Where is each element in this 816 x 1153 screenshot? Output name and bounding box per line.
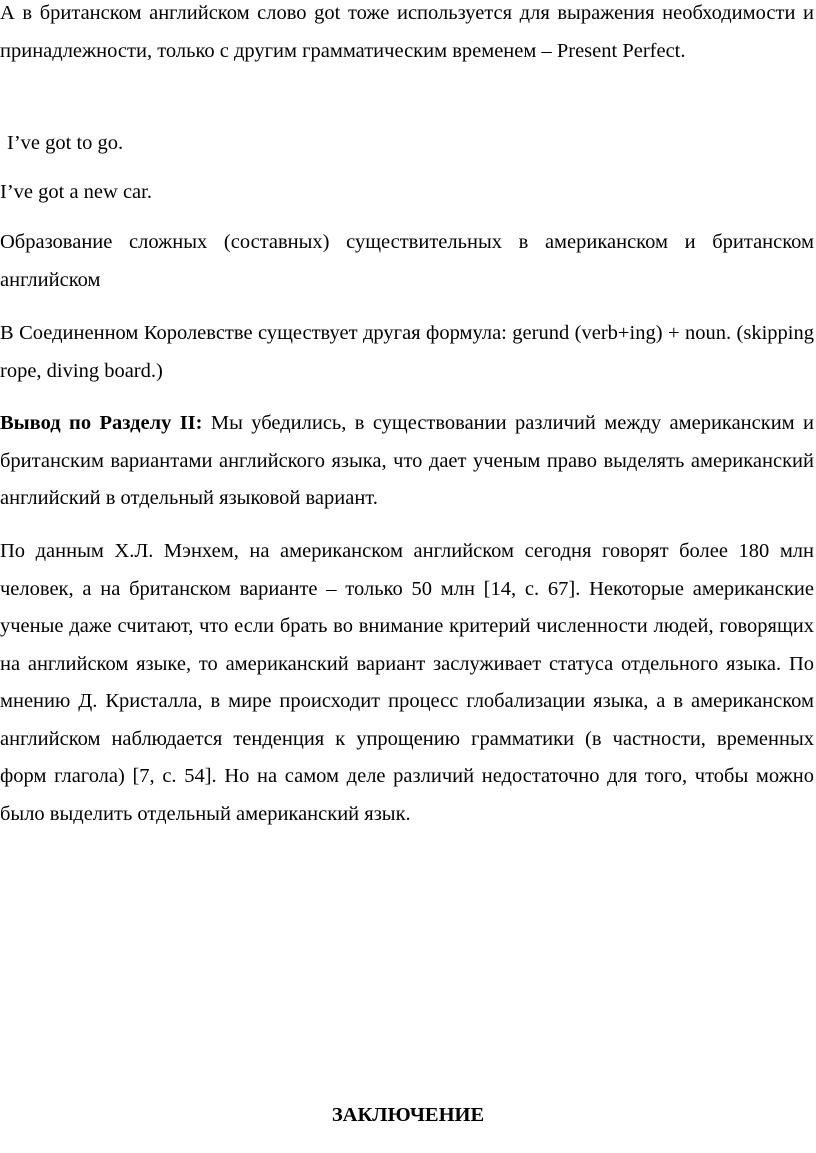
paragraph-section-conclusion [0, 405, 814, 518]
paragraph-got-british: А в британском английском слово got тоже используется для выражения необходимости и принадлежности, только с другим грамматическим временем – Present Perfect. [0, 2, 814, 62]
section-heading: ЗАКЛЮЧЕНИЕ [331, 1104, 485, 1126]
conclusion-body: Мы убедились, в существовании различий между американским и британским вариантами английского языка, что дает ученым право выделять американский английский в отдельный языковой вариант. [0, 412, 815, 509]
paragraph-compound-nouns: Образование сложных (составных) существительных в американском и британском английском [0, 231, 814, 291]
paragraph-uk-formula: В Соединенном Королевстве существует другая формула: gerund (verb+ing) + noun. (skipping rope, diving board.) [0, 322, 814, 382]
example-sentence-1: I’ve got to go. [7, 132, 124, 154]
paragraph-menhem-data: По данным Х.Л. Мэнхем, на американском английском сегодня говорят более 180 млн человек, а на британском варианте – только 50 млн [14, с. 67]. Некоторые американские ученые даже считают, что если брать во внимание критерий численности людей, говорящих на английском языке, то американский вариант заслуживает статуса отдельного языка. По мнению Д. Кристалла, в мире происходит процесс глобализации языка, а в американском английском наблюдается тенденция к упрощению грамматики (в частности, временных форм глагола) [7, с. 54]. Но на самом деле различий недостаточно для того, чтобы можно было выделить отдельный американский язык. [0, 540, 814, 825]
conclusion-lead: Вывод по Разделу II: [0, 412, 203, 434]
example-sentence-2: I’ve got a new car. [0, 181, 152, 203]
